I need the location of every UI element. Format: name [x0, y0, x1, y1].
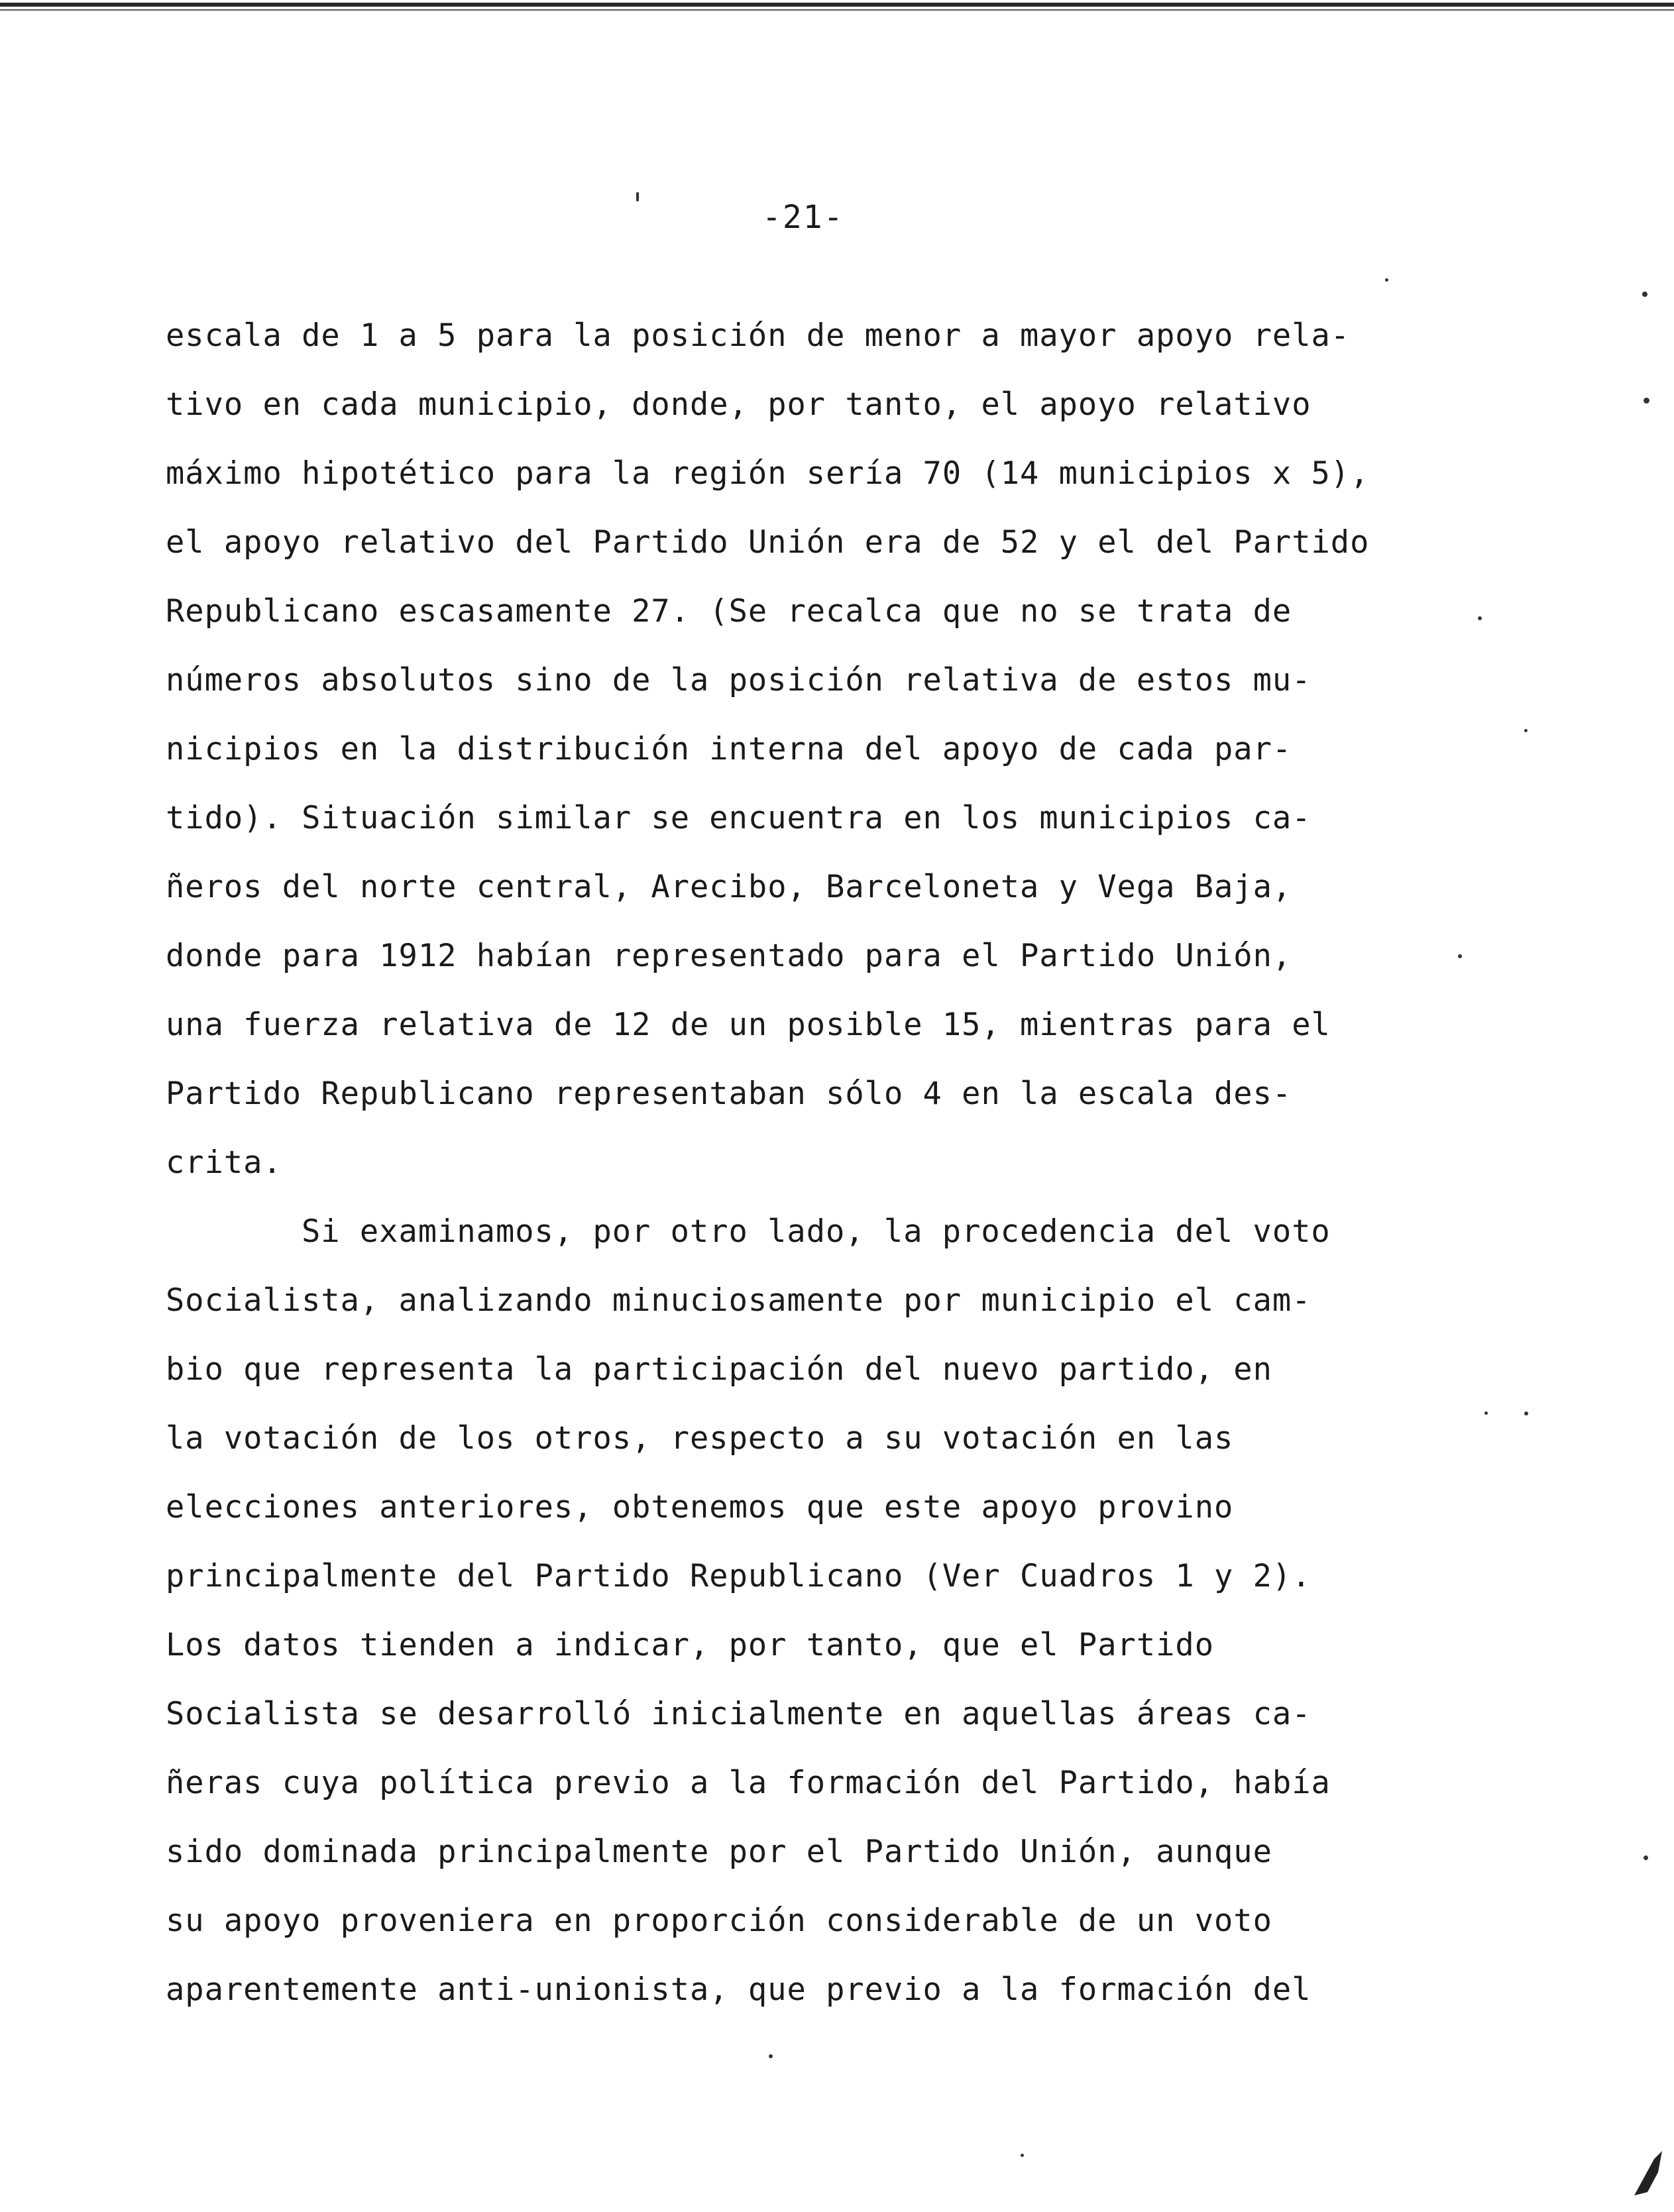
text-line: donde para 1912 habían representado para el Partido Unión,	[166, 938, 1292, 974]
scan-speck	[636, 192, 639, 201]
page-number: -21-	[762, 199, 844, 236]
text-line: ñeras cuya política previo a la formación del Partido, había	[166, 1765, 1331, 1801]
scan-speck	[1644, 398, 1649, 404]
scan-speck	[1458, 954, 1462, 958]
scan-speck	[1478, 616, 1482, 620]
scan-speck	[1385, 278, 1388, 282]
text-line: escala de 1 a 5 para la posición de menor a mayor apoyo rela-	[166, 317, 1351, 354]
text-line: números absolutos sino de la posición relativa de estos mu-	[166, 662, 1311, 698]
top-border-line-thin	[0, 9, 1674, 11]
scan-speck	[1644, 1855, 1648, 1860]
body-text	[166, 302, 1557, 2024]
text-line: máximo hipotético para la región sería 70 (14 municipios x 5),	[166, 455, 1370, 492]
text-line: aparentemente anti-unionista, que previo a la formación del	[166, 1971, 1311, 2008]
corner-ink-mark	[1628, 2146, 1667, 2199]
text-line: una fuerza relativa de 12 de un posible 15, mientras para el	[166, 1007, 1331, 1043]
text-line: Republicano escasamente 27. (Se recalca que no se trata de	[166, 593, 1292, 630]
text-line: nicipios en la distribución interna del apoyo de cada par-	[166, 731, 1292, 767]
text-line: la votación de los otros, respecto a su votación en las	[166, 1420, 1234, 1457]
text-line: tido). Situación similar se encuentra en los municipios ca-	[166, 800, 1311, 836]
scan-speck	[1524, 729, 1528, 732]
text-line: ñeros del norte central, Arecibo, Barceloneta y Vega Baja,	[166, 869, 1292, 905]
paragraph-start-line: Si examinamos, por otro lado, la procedencia del voto	[302, 1213, 1331, 1250]
text-line: Socialista, analizando minuciosamente por municipio el cam-	[166, 1282, 1311, 1319]
text-line: Los datos tienden a indicar, por tanto, que el Partido	[166, 1627, 1215, 1663]
text-line: principalmente del Partido Republicano (Ver Cuadros 1 y 2).	[166, 1558, 1311, 1594]
text-line: el apoyo relativo del Partido Unión era de 52 y el del Partido	[166, 524, 1370, 561]
scan-speck	[769, 2054, 773, 2058]
scan-speck	[1021, 2154, 1024, 2157]
scan-speck	[1642, 292, 1647, 297]
text-line: elecciones anteriores, obtenemos que este apoyo provino	[166, 1489, 1234, 1525]
text-line: crita.	[166, 1144, 282, 1181]
text-line: Partido Republicano representaban sólo 4 en la escala des-	[166, 1076, 1292, 1112]
text-line: su apoyo proveniera en proporción considerable de un voto	[166, 1903, 1272, 1939]
scan-speck	[1524, 1411, 1528, 1415]
scan-speck	[1484, 1411, 1488, 1415]
text-line: tivo en cada municipio, donde, por tanto, el apoyo relativo	[166, 386, 1311, 423]
text-line: bio que representa la participación del nuevo partido, en	[166, 1351, 1272, 1388]
top-border-line	[0, 3, 1674, 7]
text-line: Socialista se desarrolló inicialmente en aquellas áreas ca-	[166, 1696, 1311, 1732]
text-line: sido dominada principalmente por el Partido Unión, aunque	[166, 1834, 1272, 1870]
